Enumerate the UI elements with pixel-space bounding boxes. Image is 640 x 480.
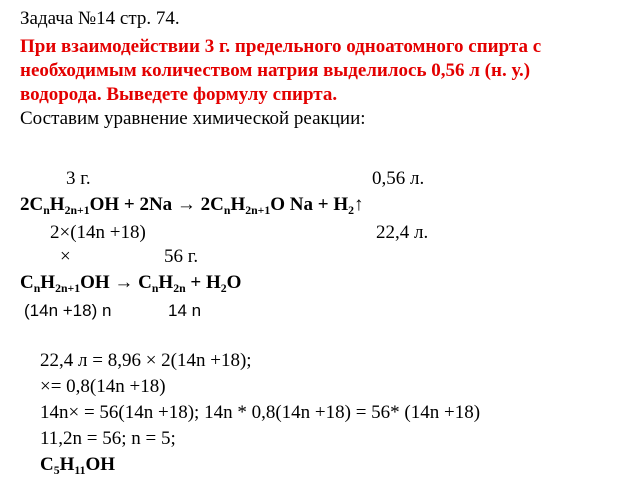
- reaction1-molar-mass: 2×(14n +18): [50, 222, 146, 243]
- intro-text: Составим уравнение химической реакции:: [20, 108, 366, 129]
- answer-formula: [40, 454, 115, 476]
- reaction2-mass-label: 56 г.: [164, 246, 199, 267]
- eq2-sub-2: 2: [220, 282, 227, 296]
- answer-c: C: [40, 454, 54, 475]
- answer-sub-11: 11: [74, 464, 86, 478]
- eq1-sub-n: n: [43, 204, 50, 218]
- reaction2-molar-mass: (14n +18) n: [24, 301, 112, 320]
- calculation-line-1: 22,4 л = 8,96 × 2(14n +18);: [40, 350, 252, 371]
- calculation-line-3: 14n× = 56(14n +18); 14n * 0,8(14n +18) = 56* (14n +18): [40, 402, 481, 423]
- eq2-part-plus-h: + H: [185, 272, 221, 293]
- reaction1-molar-volume: 22,4 л.: [376, 222, 429, 243]
- eq2-sub-n-product: n: [151, 282, 159, 296]
- reaction2-equation: [20, 272, 241, 294]
- eq2-part-c: C: [20, 272, 34, 293]
- eq1-part-h: H: [49, 194, 65, 215]
- eq2-part-oh-c: OH → C: [80, 272, 152, 293]
- task-heading: Задача №14 стр. 74.: [20, 8, 180, 29]
- eq1-sub-n-product: n: [223, 204, 231, 218]
- reaction1-equation: [20, 194, 364, 216]
- eq2-part-h-product: H: [158, 272, 174, 293]
- eq2-sub-n: n: [33, 282, 41, 296]
- eq1-sub-2n1-product: 2n+1: [245, 204, 271, 218]
- calculation-line-4: 11,2n = 56; n = 5;: [40, 428, 176, 449]
- eq2-part-h: H: [40, 272, 56, 293]
- problem-line-2: необходимым количеством натрия выделилось 0,56 л (н. у.): [20, 60, 531, 81]
- eq1-arrow-up: ↑: [354, 194, 364, 215]
- reaction1-mass-label: 3 г.: [66, 168, 91, 189]
- eq1-part-h-product: H: [230, 194, 246, 215]
- eq1-sub-2n1: 2n+1: [64, 204, 90, 218]
- eq2-sub-2n: 2n: [173, 282, 186, 296]
- answer-h: H: [59, 454, 75, 475]
- calculation-line-2: ×= 0,8(14n +18): [40, 376, 166, 397]
- problem-line-1: При взаимодействии 3 г. предельного одноатомного спирта с: [20, 36, 542, 57]
- eq2-part-o: O: [226, 272, 242, 293]
- reaction2-unknown-label: ×: [60, 246, 71, 267]
- problem-line-3: водорода. Выведете формулу спирта.: [20, 84, 338, 105]
- answer-sub-5: 5: [53, 464, 60, 478]
- eq1-part-c: 2C: [20, 194, 44, 215]
- reaction1-volume-label: 0,56 л.: [372, 168, 425, 189]
- eq1-sub-2: 2: [348, 204, 354, 218]
- reaction2-ethylene-mass: 14 n: [168, 301, 202, 320]
- eq1-part-oh-na: OH + 2Na → 2C: [89, 194, 224, 215]
- eq2-sub-2n1: 2n+1: [55, 282, 81, 296]
- eq1-part-ona-h: O Na + H: [270, 194, 349, 215]
- answer-oh: OH: [85, 454, 116, 475]
